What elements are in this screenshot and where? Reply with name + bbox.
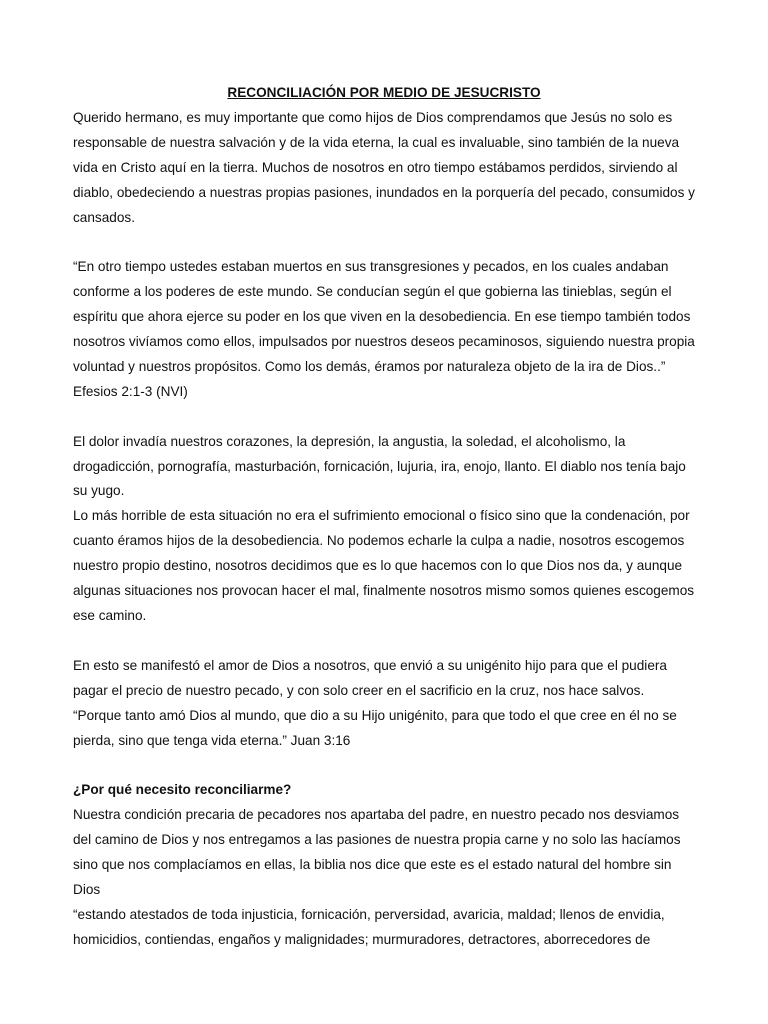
section-heading: ¿Por qué necesito reconciliarme?: [73, 782, 292, 798]
paragraph-condemnation: Lo más horrible de esta situación no era el sufrimiento emocional o físico sino que la condenación, por cuanto éramos hijos de la desobediencia. No podemos echarle la culpa a nadie, nosotros escogemos nuestro propio destino, nosotros decidimos que es lo que hacemos con lo que Dios nos da, y aunque algunas situaciones nos provocan hacer el mal, finalmente nosotros mismo somos quienes escogemos ese camino.: [73, 508, 695, 623]
paragraph-ephesians-quote: “En otro tiempo ustedes estaban muertos en sus transgresiones y pecados, en los cuales andaban conforme a los poderes de este mundo. Se conducían según el que gobierna las tinieblas, según el espíritu que ahora ejerce su poder en los que viven en la desobediencia. En ese tiempo también todos nosotros vivíamos como ellos, impulsados por nuestros deseos pecaminosos, siguiendo nuestra propia voluntad y nuestros propósitos. Como los demás, éramos por naturaleza objeto de la ira de Dios..” Efesios 2:1-3 (NVI): [73, 259, 695, 399]
paragraph-spacer: [73, 753, 695, 778]
paragraph-romans-quote: “estando atestados de toda injusticia, fornicación, perversidad, avaricia, maldad; llenos de envidia, homicidios, contiendas, engaños y malignidades; murmuradores, detractores, aborrecedores de: [73, 906, 665, 947]
paragraph-john-quote: “Porque tanto amó Dios al mundo, que dio a su Hijo unigénito, para que todo el que cree en él no se pierda, sino que tenga vida eterna.” Juan 3:16: [73, 707, 677, 748]
paragraph-spacer: [73, 230, 695, 255]
paragraph-spacer: [73, 405, 695, 430]
paragraph-spacer: [73, 629, 695, 654]
paragraph-love-of-god: En esto se manifestó el amor de Dios a nosotros, que envió a su unigénito hijo para que el pudiera pagar el precio de nuestro pecado, y con solo creer en el sacrificio en la cruz, nos hace salvos.: [73, 657, 667, 698]
paragraph-intro: Querido hermano, es muy importante que como hijos de Dios comprendamos que Jesús no solo es responsable de nuestra salvación y de la vida eterna, la cual es invaluable, sino también de la nueva vida en Cristo aquí en la tierra. Muchos de nosotros en otro tiempo estábamos perdidos, sirviendo al diablo, obedeciendo a nuestras propias pasiones, inundados en la porquería del pecado, consumidos y cansados.: [73, 109, 695, 225]
paragraph-pain: El dolor invadía nuestros corazones, la depresión, la angustia, la soledad, el alcoholismo, la drogadicción, pornografía, masturbación, fornicación, lujuria, ira, enojo, llanto. El diablo nos tenía bajo su yugo.: [73, 433, 686, 499]
document-page: [73, 81, 695, 953]
document-title: RECONCILIACIÓN POR MEDIO DE JESUCRISTO: [227, 85, 541, 100]
paragraph-sinner-condition: Nuestra condición precaria de pecadores nos apartaba del padre, en nuestro pecado nos desviamos del camino de Dios y nos entregamos a las pasiones de nuestra propia carne y no solo las hacíamos sino que nos complacíamos en ellas, la biblia nos dice que este es el estado natural del hombre sin Dios: [73, 807, 681, 897]
